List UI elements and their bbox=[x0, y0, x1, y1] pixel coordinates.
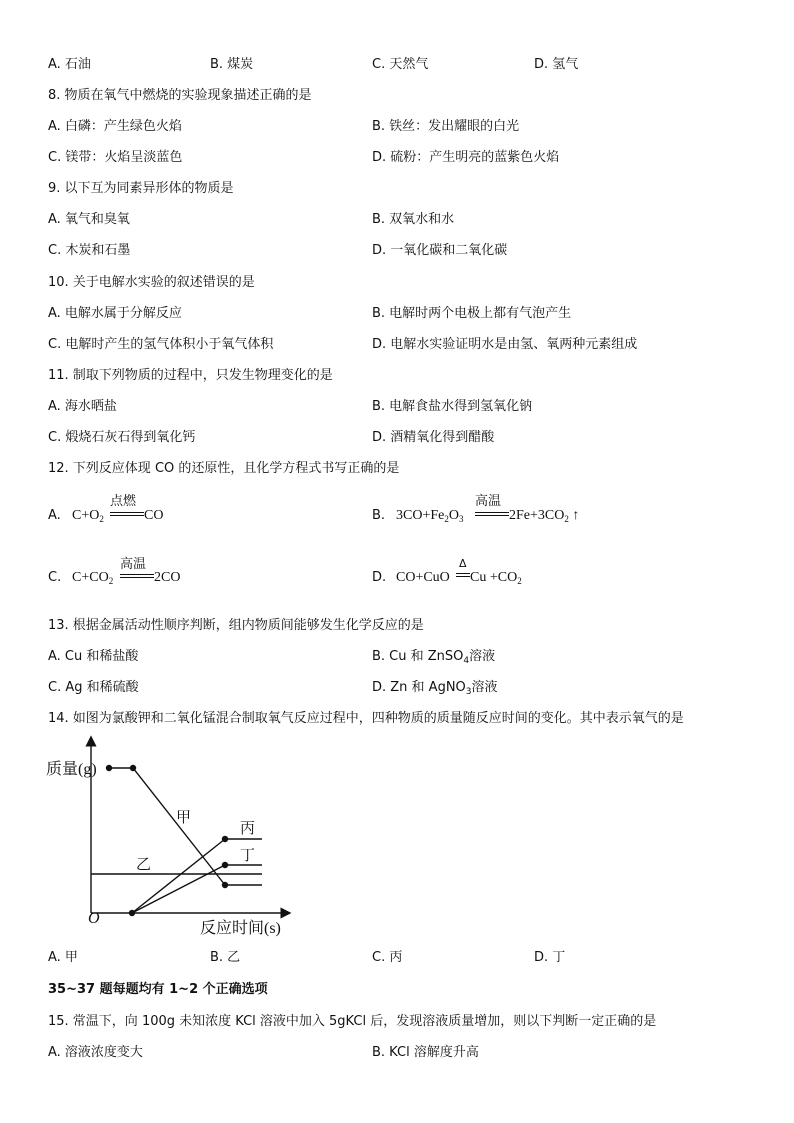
q14-option-a[interactable]: A. 甲 bbox=[48, 950, 78, 965]
x-axis-label: 反应时间(s) bbox=[200, 920, 281, 937]
q12-option-d[interactable] bbox=[372, 553, 672, 589]
section-heading: 35~37 题每题均有 1~2 个正确选项 bbox=[48, 982, 268, 997]
point-jia-1 bbox=[106, 765, 112, 771]
q12-a-condition: 点燃 bbox=[110, 494, 137, 509]
q8-option-b[interactable]: B. 铁丝：发出耀眼的白光 bbox=[372, 119, 520, 134]
point-ding bbox=[222, 862, 228, 868]
q12-option-b[interactable] bbox=[372, 490, 732, 526]
q12-stem: 12. 下列反应体现 CO 的还原性，且化学方程式书写正确的是 bbox=[48, 461, 400, 476]
q7-option-a[interactable]: A. 石油 bbox=[48, 57, 91, 72]
q14-option-c[interactable]: C. 丙 bbox=[372, 950, 403, 965]
label-bing: 丙 bbox=[240, 821, 256, 837]
q7-option-c[interactable]: C. 天然气 bbox=[372, 57, 429, 72]
q14-mass-time-graph bbox=[40, 735, 300, 940]
point-bing bbox=[222, 836, 228, 842]
point-jia-2 bbox=[130, 765, 136, 771]
label-jia: 甲 bbox=[176, 810, 192, 826]
q12-d-rhs: $Cu +CO_2$ bbox=[470, 570, 522, 586]
q12-d-lhs: CO+CuO bbox=[396, 570, 450, 585]
q8-option-d[interactable]: D. 硫粉：产生明亮的蓝紫色火焰 bbox=[372, 150, 560, 165]
q12-b-rhs: $2Fe+3CO_2$ ↑ bbox=[509, 508, 580, 524]
q10-stem: 10. 关于电解水实验的叙述错误的是 bbox=[48, 275, 255, 290]
line-bing bbox=[132, 839, 225, 913]
q13-stem: 13. 根据金属活动性顺序判断，组内物质间能够发生化学反应的是 bbox=[48, 618, 424, 633]
q8-option-c[interactable]: C. 镁带：火焰呈淡蓝色 bbox=[48, 150, 183, 165]
q9-option-d[interactable]: D. 一氧化碳和二氧化碳 bbox=[372, 243, 508, 258]
q10-option-b[interactable]: B. 电解时两个电极上都有气泡产生 bbox=[372, 306, 572, 321]
q10-option-d[interactable]: D. 电解水实验证明水是由氢、氧两种元素组成 bbox=[372, 337, 638, 352]
q11-stem: 11. 制取下列物质的过程中，只发生物理变化的是 bbox=[48, 368, 333, 383]
q12-option-a[interactable] bbox=[48, 490, 348, 526]
q9-option-c[interactable]: C. 木炭和石墨 bbox=[48, 243, 131, 258]
q12-d-condition: Δ bbox=[459, 557, 467, 570]
q12-c-condition: 高温 bbox=[120, 557, 147, 572]
q8-stem: 8. 物质在氧气中燃烧的实验现象描述正确的是 bbox=[48, 88, 312, 103]
q13-option-c[interactable]: C. Ag 和稀硫酸 bbox=[48, 680, 139, 695]
q15-option-a[interactable]: A. 溶液浓度变大 bbox=[48, 1045, 143, 1060]
q12-c-rhs: 2CO bbox=[154, 570, 181, 585]
q12-a-lhs: $C+O_2$ bbox=[72, 508, 104, 524]
q9-option-b[interactable]: B. 双氧水和水 bbox=[372, 212, 455, 227]
q12-option-c[interactable] bbox=[48, 553, 348, 589]
q9-stem: 9. 以下互为同素异形体的物质是 bbox=[48, 181, 234, 196]
q10-option-a[interactable]: A. 电解水属于分解反应 bbox=[48, 306, 182, 321]
q13-option-a[interactable]: A. Cu 和稀盐酸 bbox=[48, 649, 139, 664]
q12-b-label: B. bbox=[372, 508, 386, 523]
q12-a-rhs: CO bbox=[144, 508, 164, 523]
q11-option-d[interactable]: D. 酒精氧化得到醋酸 bbox=[372, 430, 495, 445]
q15-stem: 15. 常温下，向 100g 未知浓度 KCl 溶液中加入 5gKCl 后，发现溶液质量增加，则以下判断一定正确的是 bbox=[48, 1014, 657, 1029]
q11-option-a[interactable]: A. 海水晒盐 bbox=[48, 399, 117, 414]
q12-b-lhs: $3CO+Fe_2O_3$ bbox=[396, 508, 464, 524]
point-origin bbox=[129, 910, 135, 916]
q8-option-a[interactable]: A. 白磷：产生绿色火焰 bbox=[48, 119, 182, 134]
q12-d-label: D. bbox=[372, 570, 387, 585]
q11-option-b[interactable]: B. 电解食盐水得到氢氧化钠 bbox=[372, 399, 533, 414]
q7-option-b[interactable]: B. 煤炭 bbox=[210, 57, 254, 72]
y-axis-label: 质量(g) bbox=[46, 761, 97, 778]
q14-option-d[interactable]: D. 丁 bbox=[534, 950, 566, 965]
q10-option-c[interactable]: C. 电解时产生的氢气体积小于氧气体积 bbox=[48, 337, 274, 352]
q9-option-a[interactable]: A. 氧气和臭氧 bbox=[48, 212, 130, 227]
q12-c-lhs: $C+CO_2$ bbox=[72, 570, 114, 586]
q13-option-b[interactable]: B. Cu 和 ZnSO$_4$溶液 bbox=[372, 649, 496, 666]
q15-option-b[interactable]: B. KCl 溶解度升高 bbox=[372, 1045, 479, 1060]
q13-option-d[interactable]: D. Zn 和 AgNO$_3$溶液 bbox=[372, 680, 498, 697]
label-yi: 乙 bbox=[136, 857, 152, 873]
q12-b-condition: 高温 bbox=[475, 494, 502, 509]
q14-stem: 14. 如图为氯酸钾和二氧化锰混合制取氧气反应过程中，四种物质的质量随反应时间的变化。其中表示氧气的是 bbox=[48, 711, 684, 726]
line-jia bbox=[109, 768, 225, 885]
origin-label: O bbox=[88, 910, 100, 927]
q7-option-d[interactable]: D. 氢气 bbox=[534, 57, 579, 72]
q12-c-label: C. bbox=[48, 570, 62, 585]
q14-option-b[interactable]: B. 乙 bbox=[210, 950, 241, 965]
q11-option-c[interactable]: C. 煅烧石灰石得到氧化钙 bbox=[48, 430, 196, 445]
q12-a-label: A. bbox=[48, 508, 61, 523]
label-ding: 丁 bbox=[240, 848, 256, 864]
